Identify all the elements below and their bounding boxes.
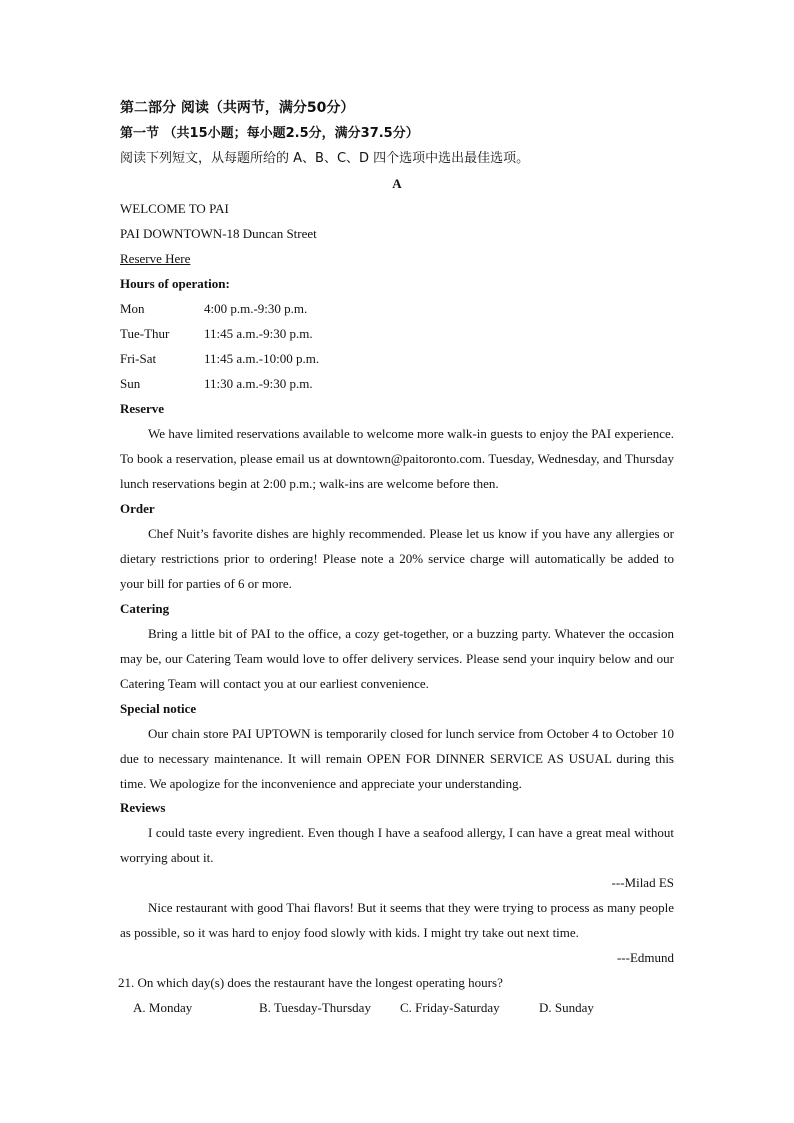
review-2-text: Nice restaurant with good Thai flavors! But it seems that they were trying to process as many people as possible, so it was hard to enjoy food slowly with kids. I might try take out next time. [120,900,674,940]
welcome-title: WELCOME TO PAI [120,201,229,216]
address: PAI DOWNTOWN-18 Duncan Street [120,226,317,241]
instructions: 阅读下列短文，从每题所给的 A、B、C、D 四个选项中选出最佳选项。 [120,151,530,166]
hours-time: 11:30 a.m.-9:30 p.m. [204,376,313,391]
hours-row [120,326,313,342]
question-stem: 21. On which day(s) does the restaurant have the longest operating hours? [118,975,503,990]
catering-heading: Catering [120,601,170,616]
part-title: 第二部分 阅读（共两节，满分50分） [120,100,355,116]
section-title: 第一节 （共15小题；每小题2.5分，满分37.5分） [120,126,419,141]
hours-heading: Hours of operation: [120,276,230,291]
hours-day: Tue-Thur [120,326,170,341]
review-1-text: I could taste every ingredient. Even though I have a seafood allergy, I can have a great meal without worrying about it. [120,825,674,865]
option-a: A. Monday [133,1000,193,1015]
reserve-link[interactable]: Reserve Here [120,251,191,266]
reserve-paragraph: We have limited reservations available to welcome more walk-in guests to enjoy the PAI experience. To book a reservation, please email us at downtown@paitoronto.com. Tuesday, Wednesday, and Thursday lunch reservations begin at 2:00 p.m.; walk-ins are welcome before then. [120,426,674,491]
order-paragraph: Chef Nuit’s favorite dishes are highly recommended. Please let us know if you have any allergies or dietary restrictions prior to ordering! Please note a 20% service charge will automatically be added to your bill for parties of 6 or more. [120,526,674,591]
order-heading: Order [120,501,155,516]
passage-letter: A [392,176,402,191]
hours-row [120,301,307,317]
hours-row [120,376,313,392]
review-2-author: ---Edmund [616,950,674,965]
hours-day: Fri-Sat [120,351,157,366]
option-c: C. Friday-Saturday [400,1000,500,1015]
option-d: D. Sunday [539,1000,594,1015]
hours-day: Mon [120,301,145,316]
hours-time: 4:00 p.m.-9:30 p.m. [204,301,308,316]
notice-heading: Special notice [120,701,197,716]
hours-time: 11:45 a.m.-10:00 p.m. [204,351,320,366]
hours-day: Sun [120,376,141,391]
hours-row [120,351,319,367]
reserve-heading: Reserve [120,401,165,416]
notice-paragraph: Our chain store PAI UPTOWN is temporarily closed for lunch service from October 4 to October 10 due to necessary maintenance. It will remain OPEN FOR DINNER SERVICE AS USUAL during this time. We apologize for the inconvenience and appreciate your understanding. [120,726,674,791]
review-1-author: ---Milad ES [611,875,674,890]
reviews-heading: Reviews [120,800,166,815]
option-b: B. Tuesday-Thursday [259,1000,371,1015]
hours-time: 11:45 a.m.-9:30 p.m. [204,326,313,341]
catering-paragraph: Bring a little bit of PAI to the office, a cozy get-together, or a buzzing party. Whatever the occasion may be, our Catering Team would love to offer delivery services. Please send your inquiry below and our Catering Team will contact you at our earliest convenience. [120,626,674,691]
